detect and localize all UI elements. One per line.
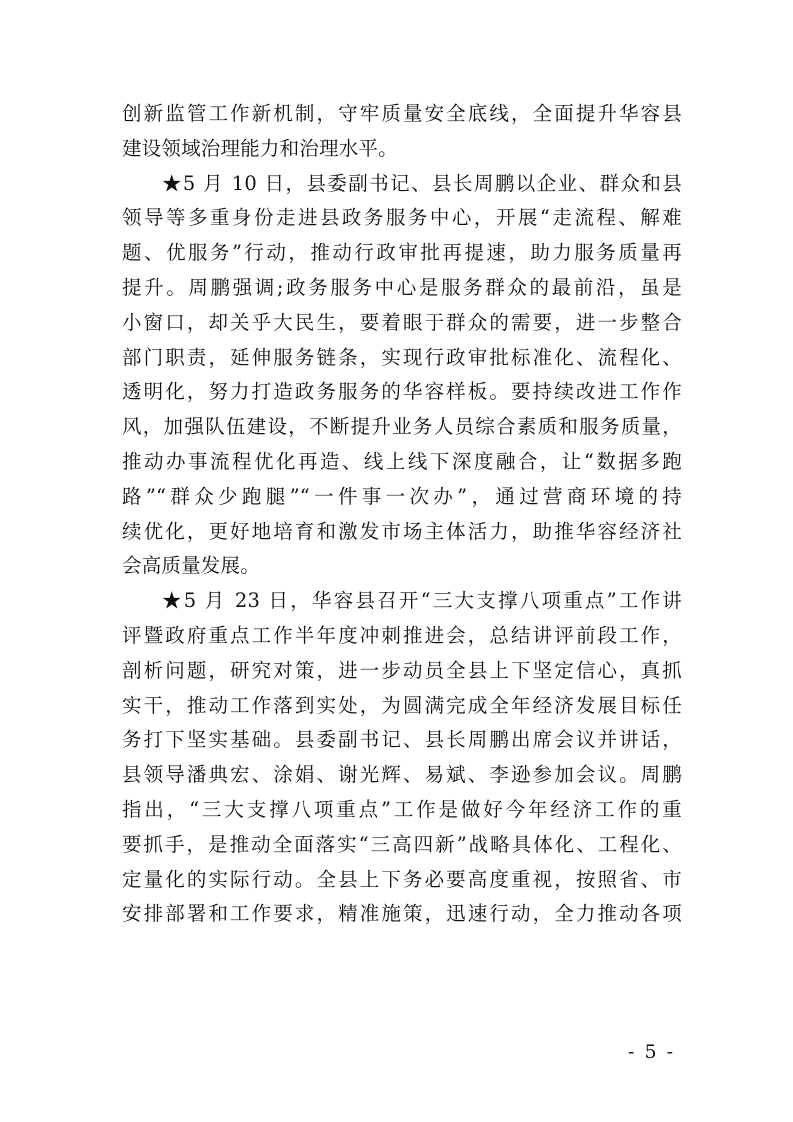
text-line: 实干，推动工作落到实处，为圆满完成全年经济发展目标任 xyxy=(122,693,682,717)
text-line: 要抓手，是推动全面落实“三高四新”战略具体化、工程化、 xyxy=(122,832,682,856)
text-line: 县领导潘典宏、涂娟、谢光辉、易斌、李逊参加会议。周鹏 xyxy=(122,763,682,787)
text-line: 建设领域治理能力和治理水平。 xyxy=(122,136,398,160)
text-line: 小窗口，却关乎大民生，要着眼于群众的需要，进一步整合 xyxy=(122,310,682,334)
text-line: 安排部署和工作要求，精准施策，迅速行动，全力推动各项 xyxy=(122,902,682,926)
page-number: - 5 - xyxy=(627,1041,675,1063)
text-line: 创新监管工作新机制，守牢质量安全底线，全面提升华容县 xyxy=(122,102,682,125)
text-line: 领导等多重身份走进县政务服务中心，开展“走流程、解难 xyxy=(122,206,682,230)
text-line: 推动办事流程优化再造、线上线下深度融合，让“数据多跑 xyxy=(122,449,682,473)
text-line: ★5 月 23 日，华容县召开“三大支撑八项重点”工作讲 xyxy=(162,589,682,613)
text-line: 指出，“三大支撑八项重点”工作是做好今年经济工作的重 xyxy=(122,797,682,821)
text-line: ★5 月 10 日，县委副书记、县长周鹏以企业、群众和县 xyxy=(162,171,682,195)
text-line: 提升。周鹏强调;政务服务中心是服务群众的最前沿，虽是 xyxy=(122,275,682,299)
text-line: 风，加强队伍建设，不断提升业务人员综合素质和服务质量， xyxy=(122,415,682,439)
paragraph-p3 xyxy=(122,584,682,932)
text-line: 路”“群众少跑腿”“一件事一次办”，通过营商环境的持 xyxy=(122,484,682,508)
text-line: 题、优服务”行动，推动行政审批再提速，助力服务质量再 xyxy=(122,241,682,265)
text-line: 务打下坚实基础。县委副书记、县长周鹏出席会议并讲话， xyxy=(122,728,682,752)
body-text xyxy=(122,97,682,932)
paragraph-p1 xyxy=(122,97,682,167)
text-line: 部门职责，延伸服务链条，实现行政审批标准化、流程化、 xyxy=(122,345,682,369)
text-line: 评暨政府重点工作半年度冲刺推进会，总结讲评前段工作， xyxy=(122,623,682,647)
text-line: 会高质量发展。 xyxy=(122,554,260,578)
paragraph-p2 xyxy=(122,167,682,585)
text-line: 续优化，更好地培育和激发市场主体活力，助推华容经济社 xyxy=(122,519,682,543)
text-line: 定量化的实际行动。全县上下务必要高度重视，按照省、市 xyxy=(122,867,682,891)
text-line: 透明化，努力打造政务服务的华容样板。要持续改进工作作 xyxy=(122,380,682,404)
text-line: 剖析问题，研究对策，进一步动员全县上下坚定信心，真抓 xyxy=(122,658,682,682)
